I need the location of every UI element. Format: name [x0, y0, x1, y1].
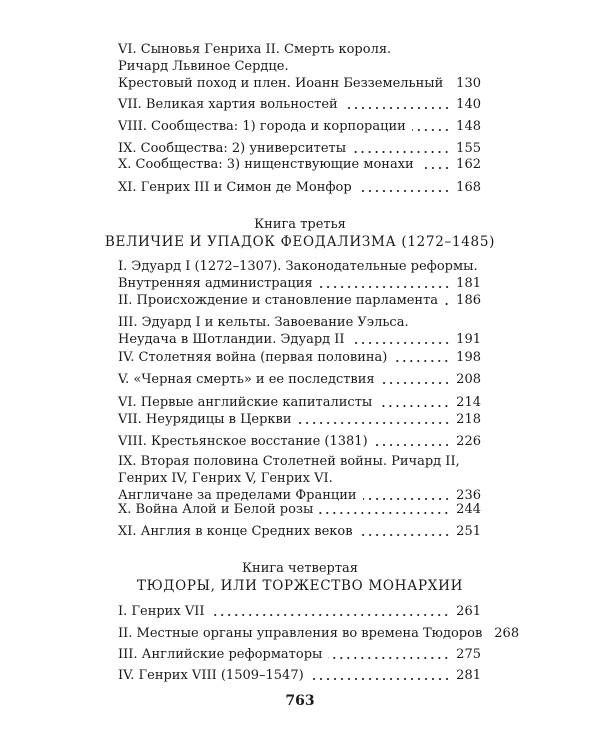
entry-title: Внутренняя администрация — [118, 276, 313, 291]
page-number: 763 — [285, 693, 315, 709]
entry-line: VI. Сыновья Генриха II. Смерть короля. — [118, 42, 392, 57]
book-title: ВЕЛИЧИЕ И УПАДОК ФЕОДАЛИЗМА (1272–1485) — [104, 234, 496, 250]
entry-line: Ричард Львиное Сердце. — [118, 59, 289, 74]
entry-line: Генрих IV, Генрих V, Генрих VI. — [118, 471, 333, 486]
entry-page-number: 236 — [456, 488, 481, 503]
entry-title: X. Сообщества: 3) нищенствующие монахи — [118, 157, 414, 172]
entry-title: IV. Генрих VIII (1509–1547) — [118, 668, 304, 683]
entry-title: IV. Столетняя война (первая половина) — [118, 350, 388, 365]
dot-leader — [412, 129, 450, 131]
dot-leader — [363, 498, 451, 500]
entry-title: Крестовый поход и плен. Иоанн Безземельный — [118, 76, 444, 91]
entry-line: III. Эдуард I и кельты. Завоевание Уэльса. — [118, 315, 409, 330]
entry-page-number: 218 — [456, 412, 481, 427]
entry-title: XI. Генрих III и Симон де Монфор — [118, 180, 352, 195]
dot-leader — [310, 678, 451, 680]
dot-leader — [444, 303, 450, 305]
dot-leader — [374, 444, 451, 446]
dot-leader — [352, 151, 450, 153]
entry-title: II. Происхождение и становление парламента — [118, 293, 439, 308]
toc-entry — [118, 179, 481, 196]
entry-page-number: 130 — [456, 76, 481, 91]
entry-page-number: 268 — [494, 626, 520, 641]
entry-page-number: 155 — [456, 141, 481, 156]
entry-line: IX. Вторая половина Столетней войны. Ричард II, — [118, 454, 460, 469]
entry-page-number: 226 — [456, 434, 481, 449]
entry-page-number: 275 — [456, 647, 481, 662]
toc-entry — [118, 667, 481, 684]
entry-page-number: 162 — [456, 157, 481, 172]
entry-page-number: 181 — [456, 276, 481, 291]
entry-title: III. Английские реформаторы — [118, 647, 323, 662]
toc-entry — [118, 625, 520, 642]
entry-title: Неудача в Шотландии. Эдуард II — [118, 332, 345, 347]
toc-entry — [118, 156, 481, 173]
toc-entry — [118, 371, 481, 388]
entry-title: VI. Первые английские капиталисты — [118, 395, 373, 410]
dot-leader — [381, 382, 451, 384]
entry-page-number: 191 — [456, 332, 481, 347]
dot-leader — [319, 286, 451, 288]
entry-title: VIII. Сообщества: 1) города и корпорации — [118, 119, 406, 134]
entry-title: VII. Великая хартия вольностей — [118, 97, 338, 112]
book-label: Книга третья — [254, 217, 346, 232]
entry-title: Англичане за пределами Франции — [118, 488, 357, 503]
dot-leader — [351, 342, 451, 344]
toc-entry — [118, 394, 481, 411]
entry-page-number: 281 — [456, 668, 481, 683]
entry-page-number: 186 — [456, 293, 481, 308]
entry-page-number: 261 — [456, 604, 481, 619]
toc-entry — [118, 314, 481, 348]
toc-entry — [118, 411, 481, 428]
dot-leader — [319, 512, 450, 514]
entry-title: V. «Черная смерть» и ее последствия — [118, 372, 375, 387]
toc-entry — [118, 258, 481, 292]
entry-page-number: 251 — [456, 524, 481, 539]
dot-leader — [420, 167, 450, 169]
dot-leader — [344, 107, 450, 109]
book-label: Книга четвертая — [241, 561, 359, 576]
entry-line: I. Эдуард I (1272–1307). Законодательные реформы. — [118, 259, 478, 274]
dot-leader — [449, 86, 450, 88]
dot-leader — [298, 422, 451, 424]
toc-entry — [118, 140, 481, 157]
entry-page-number: 214 — [456, 395, 481, 410]
entry-title: IX. Сообщества: 2) университеты — [118, 141, 347, 156]
toc-entry — [118, 292, 481, 309]
toc-entry — [118, 118, 481, 135]
toc-entry — [118, 96, 481, 113]
toc-entry — [118, 646, 481, 663]
entry-page-number: 198 — [456, 350, 481, 365]
entry-title: VII. Неурядицы в Церкви — [118, 412, 292, 427]
dot-leader — [393, 360, 450, 362]
dot-leader — [210, 614, 450, 616]
toc-entry — [118, 603, 481, 620]
dot-leader — [328, 657, 450, 659]
entry-title: VIII. Крестьянское восстание (1381) — [118, 434, 368, 449]
entry-page-number: 148 — [456, 119, 481, 134]
entry-title: X. Война Алой и Белой розы — [118, 502, 314, 517]
dot-leader — [358, 190, 450, 192]
toc-entry — [118, 41, 481, 92]
entry-title: I. Генрих VII — [118, 604, 205, 619]
dot-leader — [378, 405, 450, 407]
dot-leader — [359, 534, 451, 536]
toc-entry — [118, 501, 481, 518]
book-title: ТЮДОРЫ, ИЛИ ТОРЖЕСТВО МОНАРХИИ — [136, 578, 464, 594]
toc-entry — [118, 453, 481, 504]
entry-title: XI. Англия в конце Средних веков — [118, 524, 353, 539]
toc-entry — [118, 433, 481, 450]
entry-title: II. Местные органы управления во времена Тюдоров — [118, 626, 483, 641]
toc-entry — [118, 523, 481, 540]
toc-entry — [118, 349, 481, 366]
entry-page-number: 168 — [456, 180, 481, 195]
entry-page-number: 208 — [456, 372, 481, 387]
entry-page-number: 140 — [456, 97, 481, 112]
entry-page-number: 244 — [456, 502, 481, 517]
